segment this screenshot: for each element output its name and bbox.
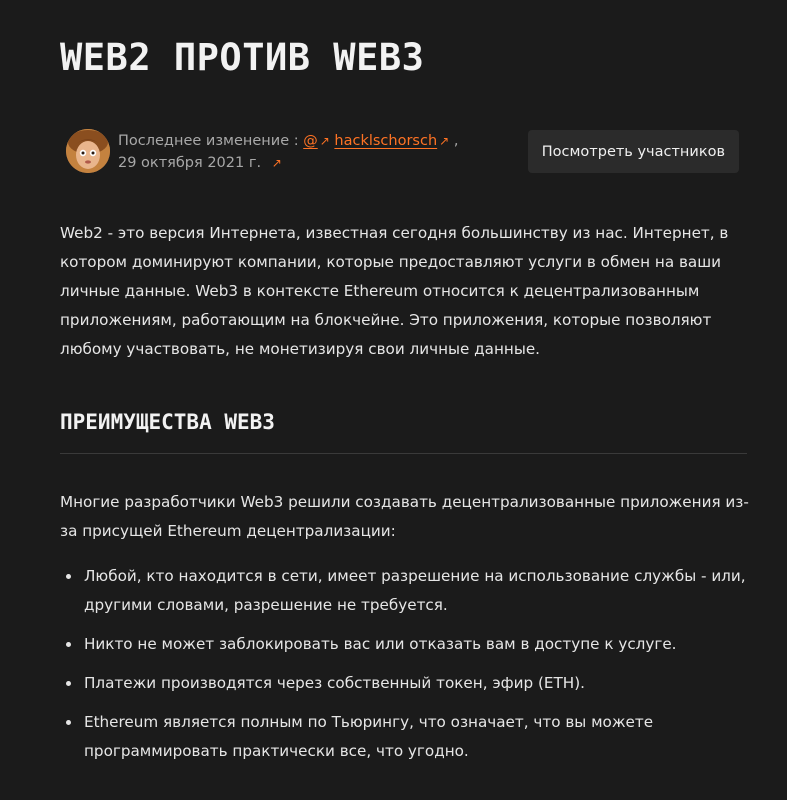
modified-date: 29 октября 2021 г. — [118, 155, 262, 171]
avatar-image — [66, 129, 110, 173]
list-item-text: Никто не может заблокировать вас или отказать вам в доступе к услуге. — [84, 635, 677, 653]
view-contributors-button[interactable]: Посмотреть участников — [528, 130, 739, 173]
page-title: WEB2 ПРОТИВ WEB3 — [60, 36, 425, 79]
external-link-icon: ↗ — [439, 134, 450, 148]
last-modified-line-1 — [118, 130, 458, 152]
list-item — [60, 562, 750, 620]
bullet-icon — [66, 681, 71, 686]
last-modified-label: Последнее изменение : — [118, 133, 299, 149]
list-item-text: Платежи производятся через собственный токен, эфир (ETH). — [84, 674, 585, 692]
benefits-intro-paragraph: Многие разработчики Web3 решили создавать децентрализованные приложения из-за присущей Ethereum децентрализации: — [60, 493, 749, 540]
at-link[interactable]: @ — [303, 133, 318, 149]
list-item — [60, 669, 750, 698]
author-link[interactable]: hacklschorsch — [334, 133, 438, 149]
list-item-text: Любой, кто находится в сети, имеет разрешение на использование службы - или, другими словами, разрешение не требуется. — [84, 567, 746, 614]
last-modified-line-2 — [118, 152, 458, 174]
list-item — [60, 630, 750, 659]
author-avatar[interactable] — [66, 129, 110, 173]
list-item — [60, 708, 750, 766]
date-link-icon[interactable]: ↗ — [271, 156, 282, 170]
external-link-icon: ↗ — [319, 134, 330, 148]
list-item-text: Ethereum является полным по Тьюрингу, что означает, что вы можете программировать практически все, что угодно. — [84, 713, 654, 760]
last-modified-row — [66, 128, 741, 178]
benefits-list — [60, 562, 750, 776]
last-modified-text — [118, 130, 458, 174]
intro-paragraph: Web2 - это версия Интернета, известная сегодня большинству из нас. Интернет, в котором доминируют компании, которые предоставляют услуги в обмен на ваши личные данные. Web3 в контексте Ethereum относится к децентрализованным приложениям, работающим на блокчейне. Это приложения, которые позволяют любому участвовать, не монетизируя свои личные данные. — [60, 224, 729, 358]
bullet-icon — [66, 642, 71, 647]
bullet-icon — [66, 720, 71, 725]
section-title-benefits: ПРЕИМУЩЕСТВА WEB3 — [60, 410, 275, 434]
meta-comma: , — [453, 133, 459, 149]
bullet-icon — [66, 574, 71, 579]
section-divider — [60, 453, 747, 454]
